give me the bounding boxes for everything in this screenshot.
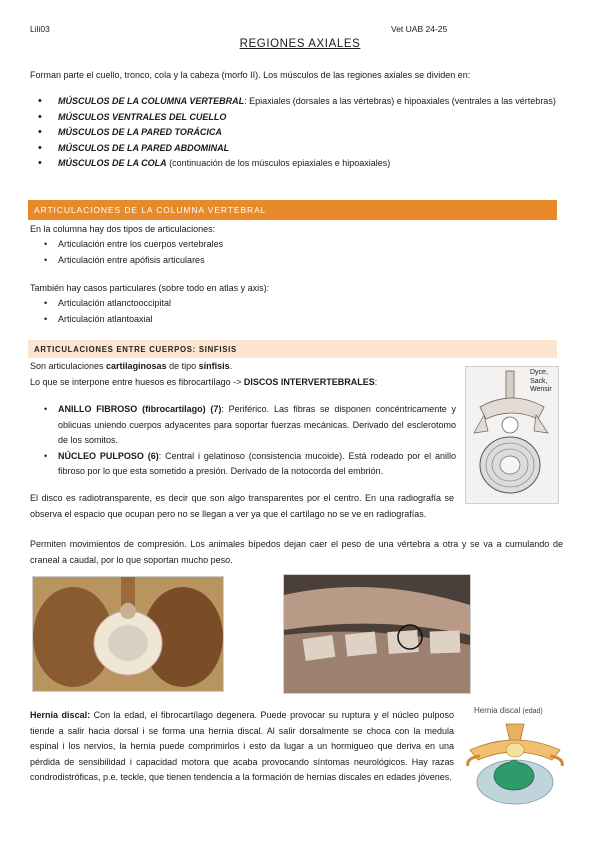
bullet-icon: •	[38, 157, 42, 169]
compression-paragraph: Permiten movimientos de compresión. Los animales bípedos dejan caer el peso de una vértebra a otra y se va a cumulando de craneal a caudal, por lo que soportan mucho peso.	[30, 539, 563, 565]
figure-title: Hernia discal (edad)	[474, 706, 543, 715]
sinfisis-line-1: Son articulaciones cartilaginosas de tipo sínfisis.	[30, 361, 233, 371]
header-left: Lili03	[30, 24, 50, 34]
figure-source-label: Dyce, Sack, Wensir	[530, 369, 552, 393]
bullet-icon: •	[38, 141, 42, 154]
hernia-discal-illustration	[460, 700, 570, 808]
bullet-icon: •	[38, 110, 42, 123]
list-item: • Articulación atlanctooccipital	[44, 298, 172, 308]
section1-paragraph-1: En la columna hay dos tipos de articulaciones:	[30, 224, 216, 234]
bullet-icon: •	[38, 126, 42, 138]
vertebra-cross-section-photo	[32, 576, 224, 692]
muscle-group-list	[38, 94, 563, 172]
section-heading-columna: ARTICULACIONES DE LA COLUMNA VERTEBRAL	[28, 200, 557, 220]
list-item: • Articulación entre los cuerpos vertebrales	[44, 239, 224, 249]
vertebra-diagram-image	[465, 366, 559, 504]
special-cases-list	[44, 296, 172, 327]
list-item-nucleo: • NÚCLEO PULPOSO (6): Central i gelatinoso (consistencia mucoide). Está rodeado por el anillo fibroso por lo que esta sometido a presión. Derivado de la notocorda del embrión.	[44, 450, 457, 476]
list-item: • Articulación entre apófisis articulares	[44, 254, 205, 265]
disc-components-list	[44, 402, 457, 480]
list-item: • MÚSCULOS VENTRALES DEL CUELLO	[58, 110, 563, 126]
section-heading-sinfisis: ARTICULACIONES ENTRE CUERPOS: SINFISIS	[28, 340, 557, 358]
page-title: REGIONES AXIALES	[239, 38, 361, 50]
bullet-icon: •	[38, 95, 42, 107]
intro-paragraph: Forman parte el cuello, tronco, cola y la cabeza (morfo II). Los músculos de las regiones axiales se dividen en:	[30, 70, 471, 80]
sinfisis-line-2: Lo que se interpone entre huesos es fibrocartílago -> DISCOS INTERVERTEBRALES:	[30, 377, 378, 387]
list-item: • Articulación atlantoaxial	[44, 313, 153, 324]
section1-paragraph-2: También hay casos particulares (sobre todo en atlas y axis):	[30, 283, 270, 293]
list-item: • MÚSCULOS DE LA COLUMNA VERTEBRAL: Epiaxiales (dorsales a las vértebras) e hipoaxiales (ventrales a las vértebras)	[58, 94, 563, 110]
list-item: • MÚSCULOS DE LA PARED TORÁCICA	[58, 125, 563, 141]
list-item: • MÚSCULOS DE LA COLA (continuación de los músculos epiaxiales e hipoaxiales)	[58, 156, 563, 172]
list-item: • MÚSCULOS DE LA PARED ABDOMINAL	[58, 141, 563, 157]
list-item-anillo: • ANILLO FIBROSO (fibrocartílago) (7): Periférico. Las fibras se disponen concéntricamente y oblicuas uniendo cuerpos adyacentes para soportar fuerzas mecánicas. Derivado del esclerotomo de los somitos.	[44, 404, 456, 445]
disc-radiotransparent-paragraph: El disco es radiotransparente, es decir que son algo transparentes por el centro. En una radiografía se observa el espacio que ocupan pero no se llegan a ver ya que el cartílago no se ve en radiografías.	[30, 493, 454, 519]
spine-sagittal-photo	[283, 574, 471, 694]
articulation-types-list	[44, 237, 224, 268]
header-right: Vet UAB 24-25	[391, 24, 448, 34]
hernia-paragraph: Hernia discal: Con la edad, el fibrocartílago degenera. Puede provocar su ruptura y el núcleo pulposo tiende a salir hacia dorsal i se forma una hernia discal. Al salir dorsalmente se choca con la medula espinal i los nervios, la hernia puede comprimirlos i esto da lugar a un hormigueo que deriva en una pérdida de sensibilidad i capacidad motora que acaba provocando síntomas neurológicos. Hay razas condrodistróficas, p.e. teckle, que tienen tendencia a la formación de hernias discales en edades jóvenes.	[30, 710, 454, 782]
